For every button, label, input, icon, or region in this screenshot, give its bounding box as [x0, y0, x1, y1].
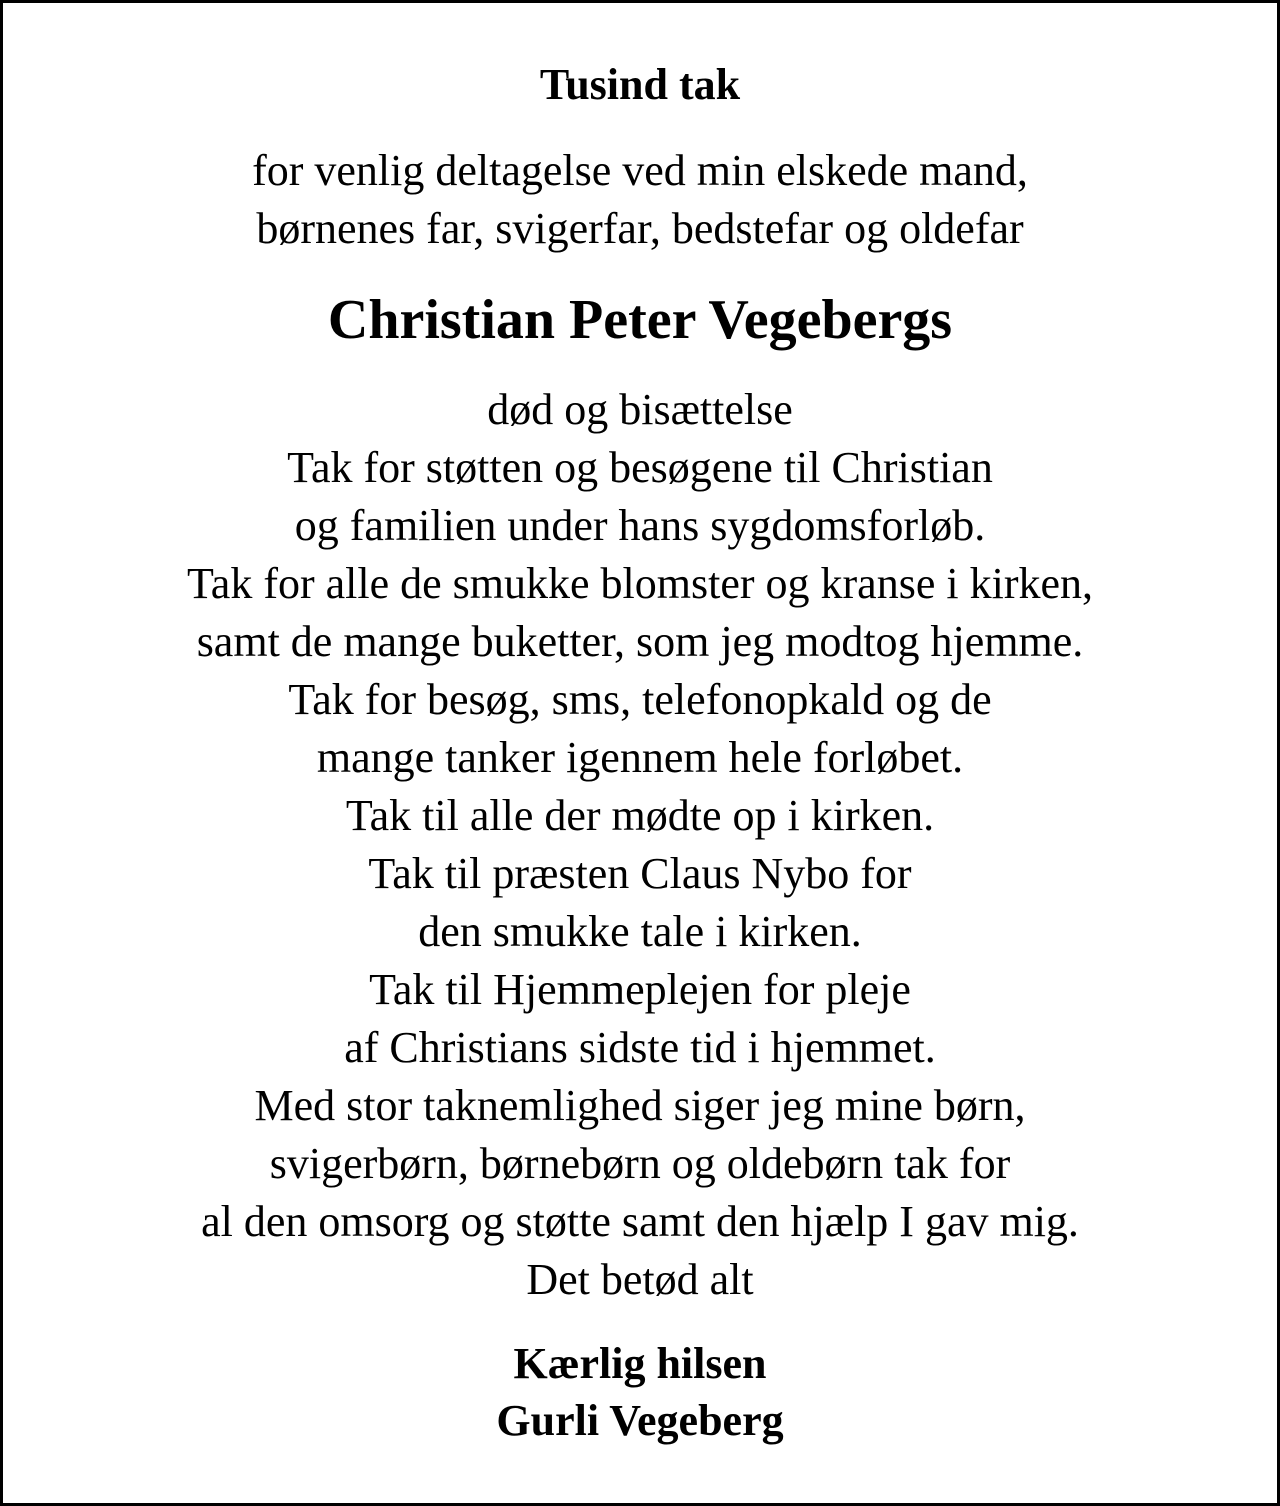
body-line: Tak for støtten og besøgene til Christian	[287, 443, 993, 492]
body-line: død og bisættelse	[487, 385, 793, 434]
body-line: mange tanker igennem hele forløbet.	[316, 733, 964, 782]
intro-line-2: børnenes far, svigerfar, bedstefar og oldefar	[256, 204, 1024, 253]
signature-greeting: Kærlig hilsen	[513, 1339, 767, 1388]
body-line: Det betød alt	[526, 1255, 754, 1304]
notice-heading: Tusind tak	[539, 60, 741, 109]
deceased-name: Christian Peter Vegebergs	[327, 289, 953, 351]
body-line: og familien under hans sygdomsforløb.	[294, 501, 986, 550]
body-line: Tak til præsten Claus Nybo for	[368, 849, 912, 898]
body-line: al den omsorg og støtte samt den hjælp I gav mig.	[201, 1197, 1079, 1246]
intro-line-1: for venlig deltagelse ved min elskede mand,	[252, 146, 1028, 195]
body-line: svigerbørn, børnebørn og oldebørn tak for	[269, 1139, 1011, 1188]
body-line: Tak for besøg, sms, telefonopkald og de	[288, 675, 992, 724]
body-line: samt de mange buketter, som jeg modtog hjemme.	[196, 617, 1084, 666]
body-line: Tak for alle de smukke blomster og kranse i kirken,	[187, 559, 1093, 608]
body-line: Tak til Hjemmeplejen for pleje	[369, 965, 911, 1014]
body-line: Med stor taknemlighed siger jeg mine børn,	[254, 1081, 1026, 1130]
signature-name: Gurli Vegeberg	[496, 1396, 784, 1445]
body-line: af Christians sidste tid i hjemmet.	[344, 1023, 936, 1072]
body-line: den smukke tale i kirken.	[418, 907, 862, 956]
body-line: Tak til alle der mødte op i kirken.	[345, 791, 935, 840]
